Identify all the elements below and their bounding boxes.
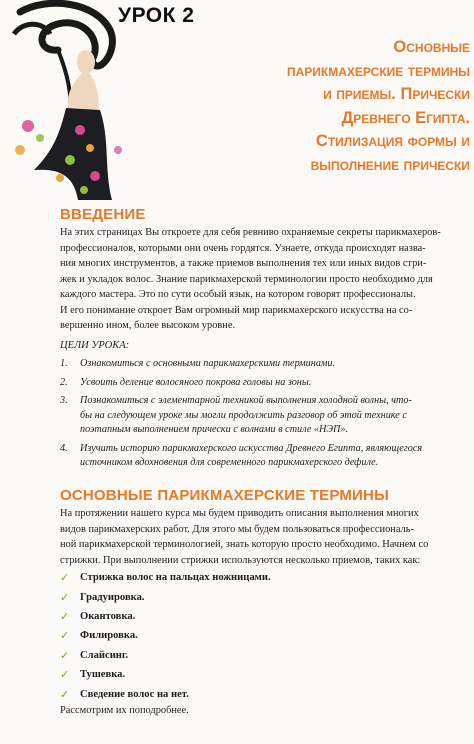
intro-line: каждого мастера. Это по сути особый язык, на котором говорят профессионалы. — [60, 289, 416, 300]
terms-line: На протяжении нашего курса мы будем приводить описания выполнения многих — [60, 508, 419, 519]
check-icon: ✓ — [60, 590, 70, 604]
title-line: парикмахерские термины — [286, 61, 470, 80]
title-line: Основные — [393, 38, 470, 56]
terms-line: ной парикмахерской терминологией, знать которую просто необходимо. Начнем со — [60, 539, 429, 550]
list-item — [60, 626, 460, 645]
list-item-label: Тушевка. — [80, 669, 126, 681]
intro-line: жек и укладок волос. Знание парикмахерской терминологии просто необходимо для — [60, 273, 433, 285]
list-item-label: Окантовка. — [80, 610, 136, 622]
title-line: и приемы. Прически — [323, 85, 470, 103]
list-item — [60, 607, 460, 626]
intro-paragraph — [60, 225, 460, 334]
list-item-label: Филировка. — [80, 630, 138, 642]
goal-number: 2. — [60, 376, 68, 388]
goal-text: Ознакомиться с основными парикмахерскими терминами. — [80, 358, 336, 369]
intro-line: И его понимание откроет Вам огромный мир парикмахерского искусства на со- — [60, 304, 413, 316]
check-icon: ✓ — [60, 687, 70, 701]
terms-line: видов парикмахерских работ. Для этого мы будем пользоваться профессиональ- — [60, 523, 414, 535]
goal-text: Усвоить деление волосяного покрова головы на зоны. — [80, 376, 312, 388]
goals-list — [60, 357, 465, 475]
list-item-label: Сведение волос на нет. — [80, 688, 189, 700]
intro-line: ния многих инструментов, а также приемов выполнения тех или иных видов стри- — [60, 258, 427, 269]
goal-item — [60, 442, 465, 471]
goal-item — [60, 376, 465, 391]
goal-text: бы на следующем уроке мы могли продолжить разговор об этой технике с — [80, 409, 407, 421]
title-line: выполнение прически — [310, 155, 470, 174]
check-icon: ✓ — [60, 648, 70, 662]
terms-paragraph — [60, 506, 460, 568]
list-item — [60, 568, 460, 587]
intro-heading: ВВЕДЕНИЕ — [60, 206, 146, 223]
title-line: Древнего Египта. — [341, 108, 470, 127]
list-item — [60, 646, 460, 665]
title-line: Стилизация формы и — [315, 132, 470, 150]
goal-text: Изучить историю парикмахерского искусства Древнего Египта, являющегося — [80, 442, 423, 454]
page-title — [170, 36, 470, 177]
goal-number: 3. — [60, 395, 68, 406]
goal-text: поэтапным выполнением прически с волнами в стиле «НЭП». — [80, 424, 349, 435]
techniques-list — [60, 568, 460, 704]
check-icon: ✓ — [60, 571, 70, 585]
intro-line: На этих страницах Вы откроете для себя ревниво охраняемые секреты парикмахеров- — [60, 227, 441, 238]
goals-heading: ЦЕЛИ УРОКА: — [60, 340, 130, 351]
list-item-label: Стрижка волос на пальцах ножницами. — [80, 572, 271, 584]
goal-text: источником вдохновения для современного парикмахерского дефиле. — [80, 457, 379, 468]
woman-illustration — [0, 0, 140, 200]
list-item — [60, 684, 460, 703]
list-item-label: Градуировка. — [80, 591, 145, 603]
list-item-label: Слайсинг. — [80, 649, 129, 661]
check-icon: ✓ — [60, 629, 70, 643]
goal-text: Познакомиться с элементарной техникой выполнения холодной волны, что- — [80, 395, 412, 406]
closing-text: Рассмотрим их поподробнее. — [60, 705, 189, 716]
list-item — [60, 665, 460, 684]
check-icon: ✓ — [60, 609, 70, 623]
goal-number: 1. — [60, 358, 68, 369]
terms-heading: ОСНОВНЫЕ ПАРИКМАХЕРСКИЕ ТЕРМИНЫ — [60, 487, 389, 504]
intro-line: профессионалов, которыми они очень гордятся. Узнаете, откуда происходят назва- — [60, 242, 426, 254]
goal-item — [60, 394, 465, 438]
lesson-number: УРОК 2 — [118, 4, 195, 27]
goal-number: 4. — [60, 442, 68, 454]
list-item — [60, 587, 460, 606]
goal-item — [60, 357, 465, 372]
check-icon: ✓ — [60, 668, 70, 682]
intro-line: вершенно ином, более высоком уровне. — [60, 320, 236, 331]
terms-line: стрижки. При выполнении стрижки используются несколько приемов, таких как: — [60, 554, 421, 566]
